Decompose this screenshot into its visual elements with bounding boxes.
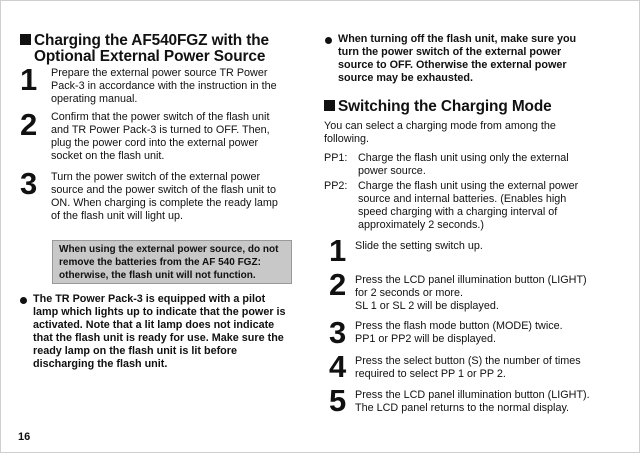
step-number: 3 (20, 166, 38, 201)
step-text: Slide the setting switch up. (355, 240, 483, 252)
step-number: 1 (329, 233, 347, 268)
page-number: 16 (18, 431, 31, 443)
step-text: Press the select button (S) the number of times required to select PP 1 or PP 2. (355, 355, 581, 380)
mode-text-pp1: Charge the flash unit using only the external power source. (358, 152, 569, 177)
step-text: Press the LCD panel illumination button (LIGHT). The LCD panel returns to the normal display. (355, 389, 590, 414)
step-text: Confirm that the power switch of the flash unit and TR Power Pack-3 is turned to OFF. Then, plug the power cord into the external power socket on the flash unit. (51, 111, 270, 162)
mode-text-pp2: Charge the flash unit using the external power source and internal batteries. (Enables high speed charging with a charging interval of approximately 2 seconds.) (358, 180, 579, 231)
step-number: 5 (329, 383, 347, 418)
step-number: 1 (20, 62, 38, 97)
step-number: 3 (329, 315, 347, 350)
turn-off-note: When turning off the flash unit, make sure you turn the power switch of the external power source to OFF. Otherwise the external power source may be exhausted. (338, 33, 577, 84)
section-heading-charging-line2: Optional External Power Source (34, 48, 266, 65)
step-number: 4 (329, 349, 347, 384)
step-text: Press the LCD panel illumination button (LIGHT) for 2 seconds or more. SL 1 or SL 2 will be displayed. (355, 274, 587, 312)
pilot-lamp-note: The TR Power Pack-3 is equipped with a pilot lamp which lights up to indicate that the power is activated. Note that a lit lamp does not indicate that the flash unit is ready for use. Make sure the ready lamp on the flash unit is lit before discharging the flash unit. (33, 293, 286, 370)
intro-text: You can select a charging mode from among the following. (324, 120, 556, 145)
mode-label-pp2: PP2: (324, 180, 348, 192)
step-text: Press the flash mode button (MODE) twice. PP1 or PP2 will be displayed. (355, 320, 563, 345)
bullet-icon (20, 297, 27, 304)
heading-square-icon (20, 34, 31, 45)
step-number: 2 (329, 267, 347, 302)
bullet-icon (325, 37, 332, 44)
mode-label-pp1: PP1: (324, 152, 348, 164)
section-heading-charging: Charging the AF540FGZ with the (20, 33, 269, 49)
step-number: 2 (20, 107, 38, 142)
step-text: Prepare the external power source TR Power Pack-3 in accordance with the instruction in the operating manual. (51, 67, 277, 105)
heading-square-icon (324, 100, 335, 111)
warning-box: When using the external power source, do not remove the batteries from the AF 540 FGZ: otherwise, the flash unit will not function. (52, 240, 292, 284)
section-heading-switching: Switching the Charging Mode (324, 99, 552, 115)
step-text: Turn the power switch of the external power source and the power switch of the flash unit to ON. When charging is complete the ready lamp of the flash unit will light up. (51, 171, 278, 222)
